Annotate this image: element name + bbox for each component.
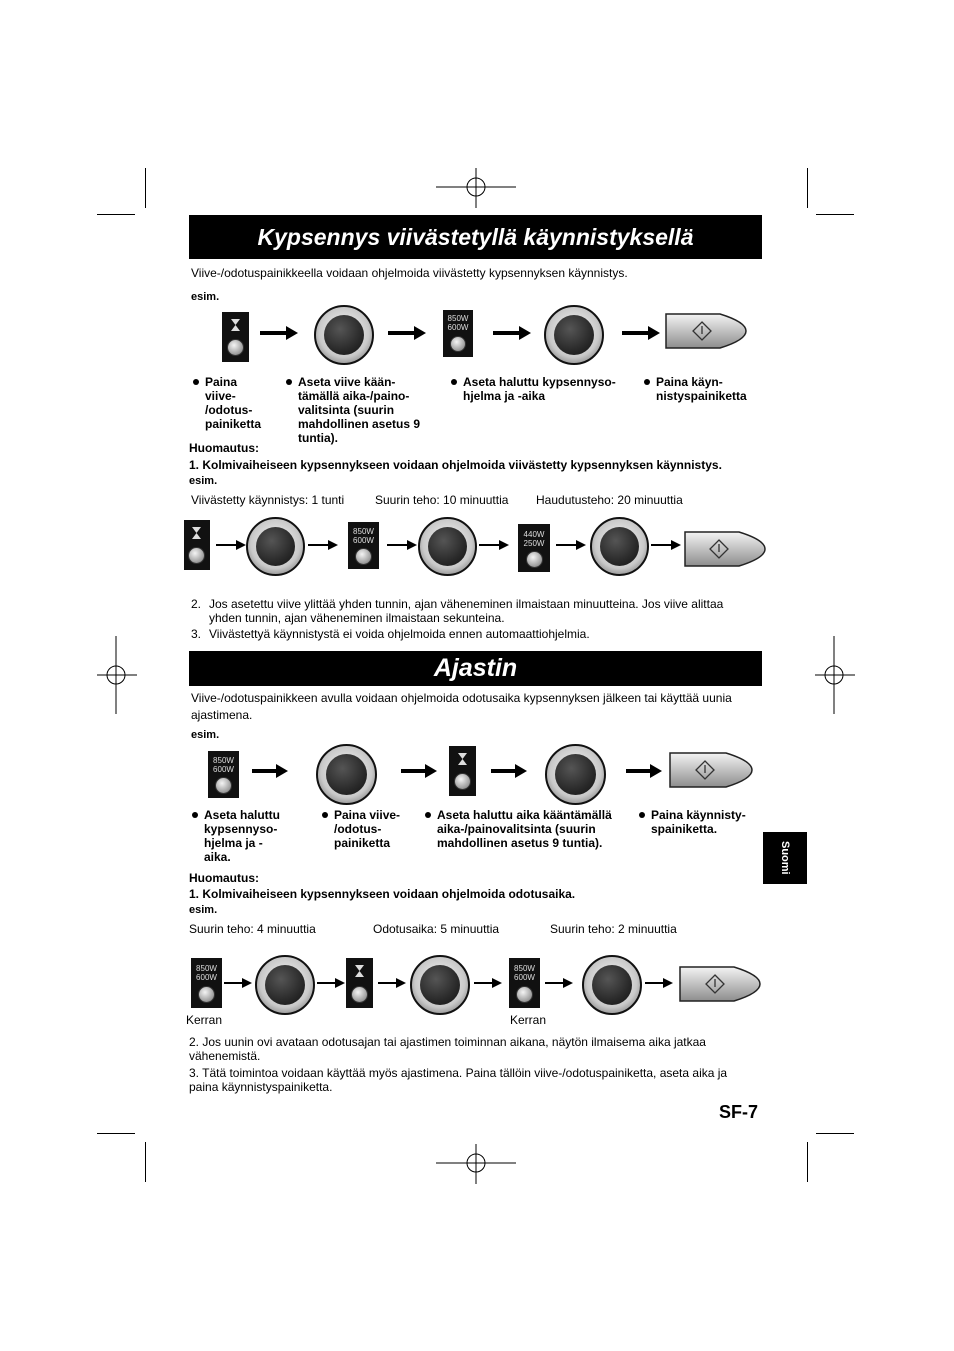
timer-button <box>222 312 249 362</box>
arrow-right-icon <box>216 539 246 551</box>
once-label: Kerran <box>186 1013 223 1027</box>
start-diamond-icon <box>678 965 762 1003</box>
note-2-number: 2. <box>191 597 202 611</box>
dial-icon <box>246 517 305 576</box>
note-1: 1. Kolmivaiheiseen kypsennykseen voidaan ohjelmoida viivästetty kypsennyksen käynnistys. <box>189 458 722 472</box>
dial-icon <box>590 517 649 576</box>
note-1: 1. Kolmivaiheiseen kypsennykseen voidaan ohjelmoida odotusaika. <box>189 887 576 901</box>
note-2: 2. Jos uunin ovi avataan odotusajan tai ajastimen toiminnan aikana, näytön ilmaisema aika jatkaa vähenemistä. <box>189 1035 706 1063</box>
arrow-right-icon <box>479 539 509 551</box>
arrow-right-icon <box>474 977 502 989</box>
dial-icon <box>316 744 377 805</box>
example-step-label: Suurin teho: 2 minuuttia <box>550 922 677 936</box>
example-step-label: Suurin teho: 10 minuuttia <box>375 493 509 507</box>
start-diamond-icon <box>683 530 767 568</box>
timer-button <box>449 746 476 796</box>
crop-mark <box>807 168 808 208</box>
arrow-right-icon <box>401 764 437 778</box>
hourglass-icon <box>457 752 468 766</box>
arrow-right-icon <box>651 539 681 551</box>
arrow-right-icon <box>545 977 573 989</box>
crop-mark <box>145 1142 146 1182</box>
arrow-right-icon <box>622 326 660 340</box>
timer-button <box>184 520 210 570</box>
timer-button <box>346 958 373 1008</box>
registration-mark-left <box>97 636 137 714</box>
section-intro: Viive-/odotuspainikkeen avulla voidaan ohjelmoida odotusaika kypsennyksen jälkeen tai käyttää uunia ajastimena. <box>191 691 732 722</box>
arrow-right-icon <box>378 977 406 989</box>
example-step-label: Odotusaika: 5 minuuttia <box>373 922 500 936</box>
dial-icon <box>255 955 315 1015</box>
step-item: Aseta haluttu kypsennyso- hjelma ja -aika <box>451 375 631 405</box>
arrow-right-icon <box>556 539 586 551</box>
once-label: Kerran <box>510 1013 547 1027</box>
step-item: Aseta haluttu kypsennyso- hjelma ja - aika. <box>192 808 292 868</box>
step-item: Aseta viive kään- tämällä aika-/paino- valitsinta (suurin mahdollinen asetus 9 tuntia). <box>286 375 431 445</box>
step-item: Paina viive- /odotus- painiketta <box>322 808 412 853</box>
arrow-right-icon <box>645 977 673 989</box>
power-button: 440W 250W <box>518 524 550 572</box>
crop-mark <box>807 1142 808 1182</box>
dial-icon <box>410 955 470 1015</box>
example-step-label: Haudutusteho: 20 minuuttia <box>536 493 683 507</box>
hourglass-icon <box>230 318 241 332</box>
step-item: Aseta haluttu aika kääntämällä aika-/painovalitsinta (suurin mahdollinen asetus 9 tuntia). <box>425 808 625 853</box>
crop-mark <box>97 1133 135 1134</box>
arrow-right-icon <box>493 326 531 340</box>
arrow-right-icon <box>491 764 527 778</box>
crop-mark <box>816 1133 854 1134</box>
power-button: 850W 600W <box>348 522 379 569</box>
step-item: Paina käynnisty- spainiketta. <box>639 808 759 838</box>
section-title-timer: Ajastin <box>189 651 762 686</box>
dial-icon <box>418 517 477 576</box>
arrow-right-icon <box>317 977 345 989</box>
registration-mark-right <box>815 636 855 714</box>
note-3-number: 3. <box>191 627 202 641</box>
section-title-delayed-start: Kypsennys viivästetyllä käynnistyksellä <box>189 215 762 259</box>
note-heading: Huomautus: <box>189 871 259 885</box>
example-label: esim. <box>191 729 220 741</box>
power-button: 850W 600W <box>191 958 222 1008</box>
page-number: SF-7 <box>719 1102 759 1122</box>
registration-mark-top <box>436 168 516 208</box>
power-button: 850W 600W <box>443 310 473 357</box>
hourglass-icon <box>191 526 202 540</box>
dial-icon <box>545 744 606 805</box>
step-item: Paina viive- /odotus- painiketta <box>193 375 278 435</box>
registration-mark-bottom <box>436 1144 516 1184</box>
crop-mark <box>816 214 854 215</box>
crop-mark <box>145 168 146 208</box>
dial-icon <box>544 305 604 365</box>
arrow-right-icon <box>224 977 252 989</box>
dial-icon <box>582 955 642 1015</box>
language-tab: Suomi <box>763 832 807 884</box>
crop-mark <box>97 214 135 215</box>
note-3: 3. Tätä toimintoa voidaan käyttää myös ajastimena. Paina tällöin viive-/odotuspainiketta, aseta aika ja paina käynnistyspainiketta. <box>189 1066 728 1094</box>
step-item: Paina käyn- nistyspainiketta <box>644 375 759 405</box>
note-3: Viivästettyä käynnistystä ei voida ohjelmoida ennen automaattiohjelmia. <box>209 627 590 641</box>
note-heading: Huomautus: <box>189 441 259 455</box>
note-2: Jos asetettu viive ylittää yhden tunnin, ajan väheneminen ilmaistaan minuutteina. Jos viive alittaa yhden tunnin, ajan väheneminen ilmaistaan sekunteina. <box>209 597 724 625</box>
power-button: 850W 600W <box>509 958 540 1008</box>
example-label: esim. <box>189 904 218 916</box>
start-diamond-icon <box>664 312 748 350</box>
example-step-label: Suurin teho: 4 minuuttia <box>189 922 316 936</box>
example-label: esim. <box>189 475 218 487</box>
arrow-right-icon <box>308 539 338 551</box>
start-diamond-icon <box>668 751 754 789</box>
arrow-right-icon <box>388 326 426 340</box>
dial-icon <box>314 305 374 365</box>
example-label: esim. <box>191 291 220 303</box>
section-intro: Viive-/odotuspainikkeella voidaan ohjelmoida viivästetty kypsennyksen käynnistys. <box>191 266 628 280</box>
hourglass-icon <box>354 964 365 978</box>
arrow-right-icon <box>260 326 298 340</box>
arrow-right-icon <box>387 539 417 551</box>
arrow-right-icon <box>626 764 662 778</box>
example-step-label: Viivästetty käynnistys: 1 tunti <box>191 493 345 507</box>
power-button: 850W 600W <box>208 751 239 798</box>
arrow-right-icon <box>252 764 288 778</box>
